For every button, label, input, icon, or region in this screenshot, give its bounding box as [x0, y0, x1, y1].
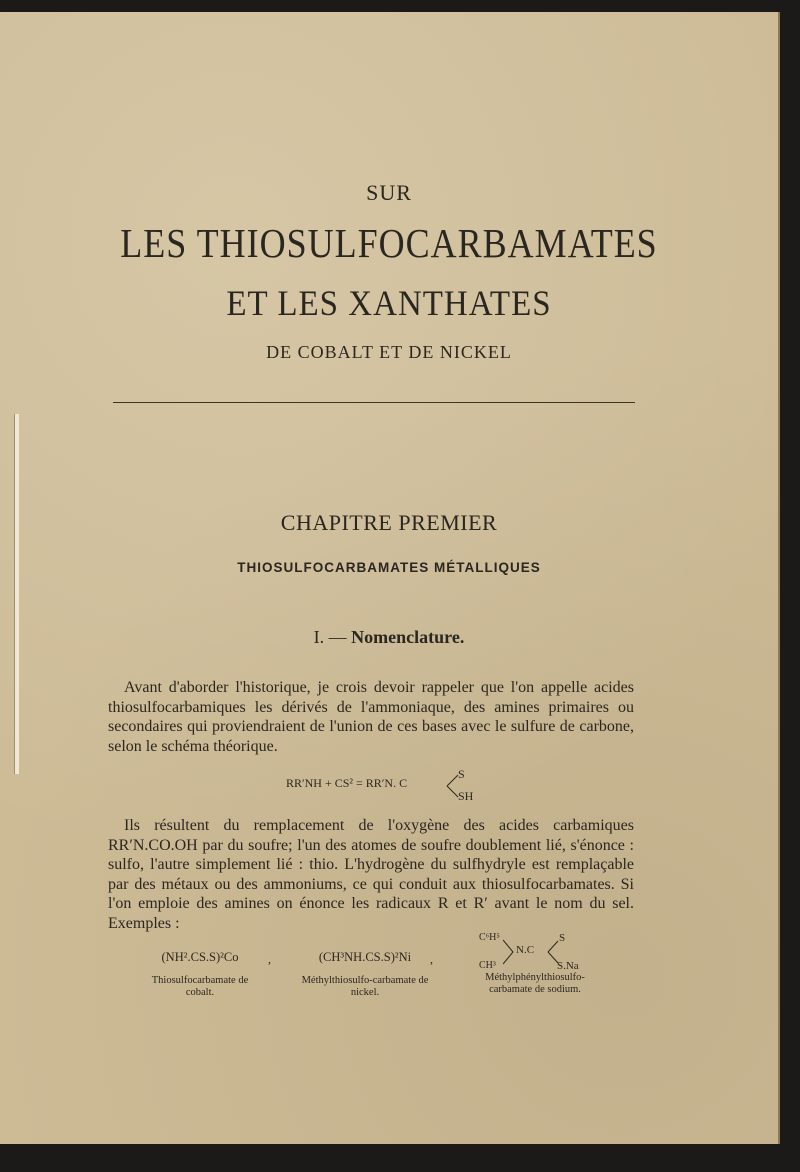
subsection-title: Nomenclature.: [351, 627, 465, 647]
example-2-caption: Méthylthiosulfo-carbamate de nickel.: [301, 975, 429, 998]
binding-thread: [14, 414, 19, 774]
example-1: [140, 950, 260, 999]
example-3-sna: S.Na: [557, 960, 579, 972]
example-3-left-branch: [503, 938, 515, 966]
example-3-top: C⁶H⁵: [479, 932, 500, 943]
example-1-formula: (NH².CS.S)²Co: [161, 950, 239, 964]
title-sub: ET LES XANTHATES: [226, 284, 552, 324]
example-2-formula: (CH³NH.CS.S)²Ni: [318, 950, 412, 964]
example-3-bottom: CH³: [479, 960, 496, 971]
chapter-title: CHAPITRE PREMIER: [280, 510, 498, 535]
formula-main: RR′NH + CS² = RR′N. C: [286, 776, 408, 790]
title-small: DE COBALT ET DE NICKEL: [266, 342, 512, 362]
book-page: [0, 12, 780, 1144]
example-3-mid: N.C: [516, 944, 535, 956]
example-2: [300, 950, 430, 999]
paragraph-1: Avant d'aborder l'historique, je crois devoir rappeler que l'on appelle acides thiosulfocarbamiques les dérivés de l'ammoniaque, des amines primaires ou secondaires qui proviendraient de l'union de ces bases avec le sulfure de carbone, selon le schéma théorique.: [108, 679, 634, 755]
example-3: [465, 932, 605, 1010]
example-1-caption: Thiosulfocarbamate de cobalt.: [151, 975, 249, 998]
example-3-caption: Méthylphénylthiosulfo-carbamate de sodium.: [485, 972, 585, 995]
examples-row: [140, 932, 620, 1010]
title-rule: [113, 402, 635, 403]
title-pre: SUR: [366, 180, 412, 205]
example-separator: ,: [430, 952, 433, 966]
formula-scheme: [286, 767, 486, 807]
example-separator: ,: [268, 952, 271, 966]
formula-bottom: SH: [458, 789, 474, 803]
paragraph-2: Ils résultent du remplacement de l'oxygène des acides carbamiques RR′N.CO.OH par du soufre; l'un des atomes de soufre doublement lié, s'énonce : sulfo, l'autre simplement lié : thio. L'hydrogène du sulfhydryle est remplaçable par des métaux ou des ammoniums, ce qui conduit aux thiosulfocarbamates. Si l'on emploie des amines on énonce les radicaux R et R′ avant le nom du sel. Exemples :: [108, 817, 634, 932]
subsection-heading: [0, 627, 778, 648]
section-title: THIOSULFOCARBAMATES MÉTALLIQUES: [237, 560, 541, 575]
title-main: LES THIOSULFOCARBAMATES: [120, 220, 658, 266]
formula-top: S: [458, 767, 465, 781]
example-3-s: S: [559, 932, 566, 944]
subsection-number: I. —: [313, 627, 347, 647]
